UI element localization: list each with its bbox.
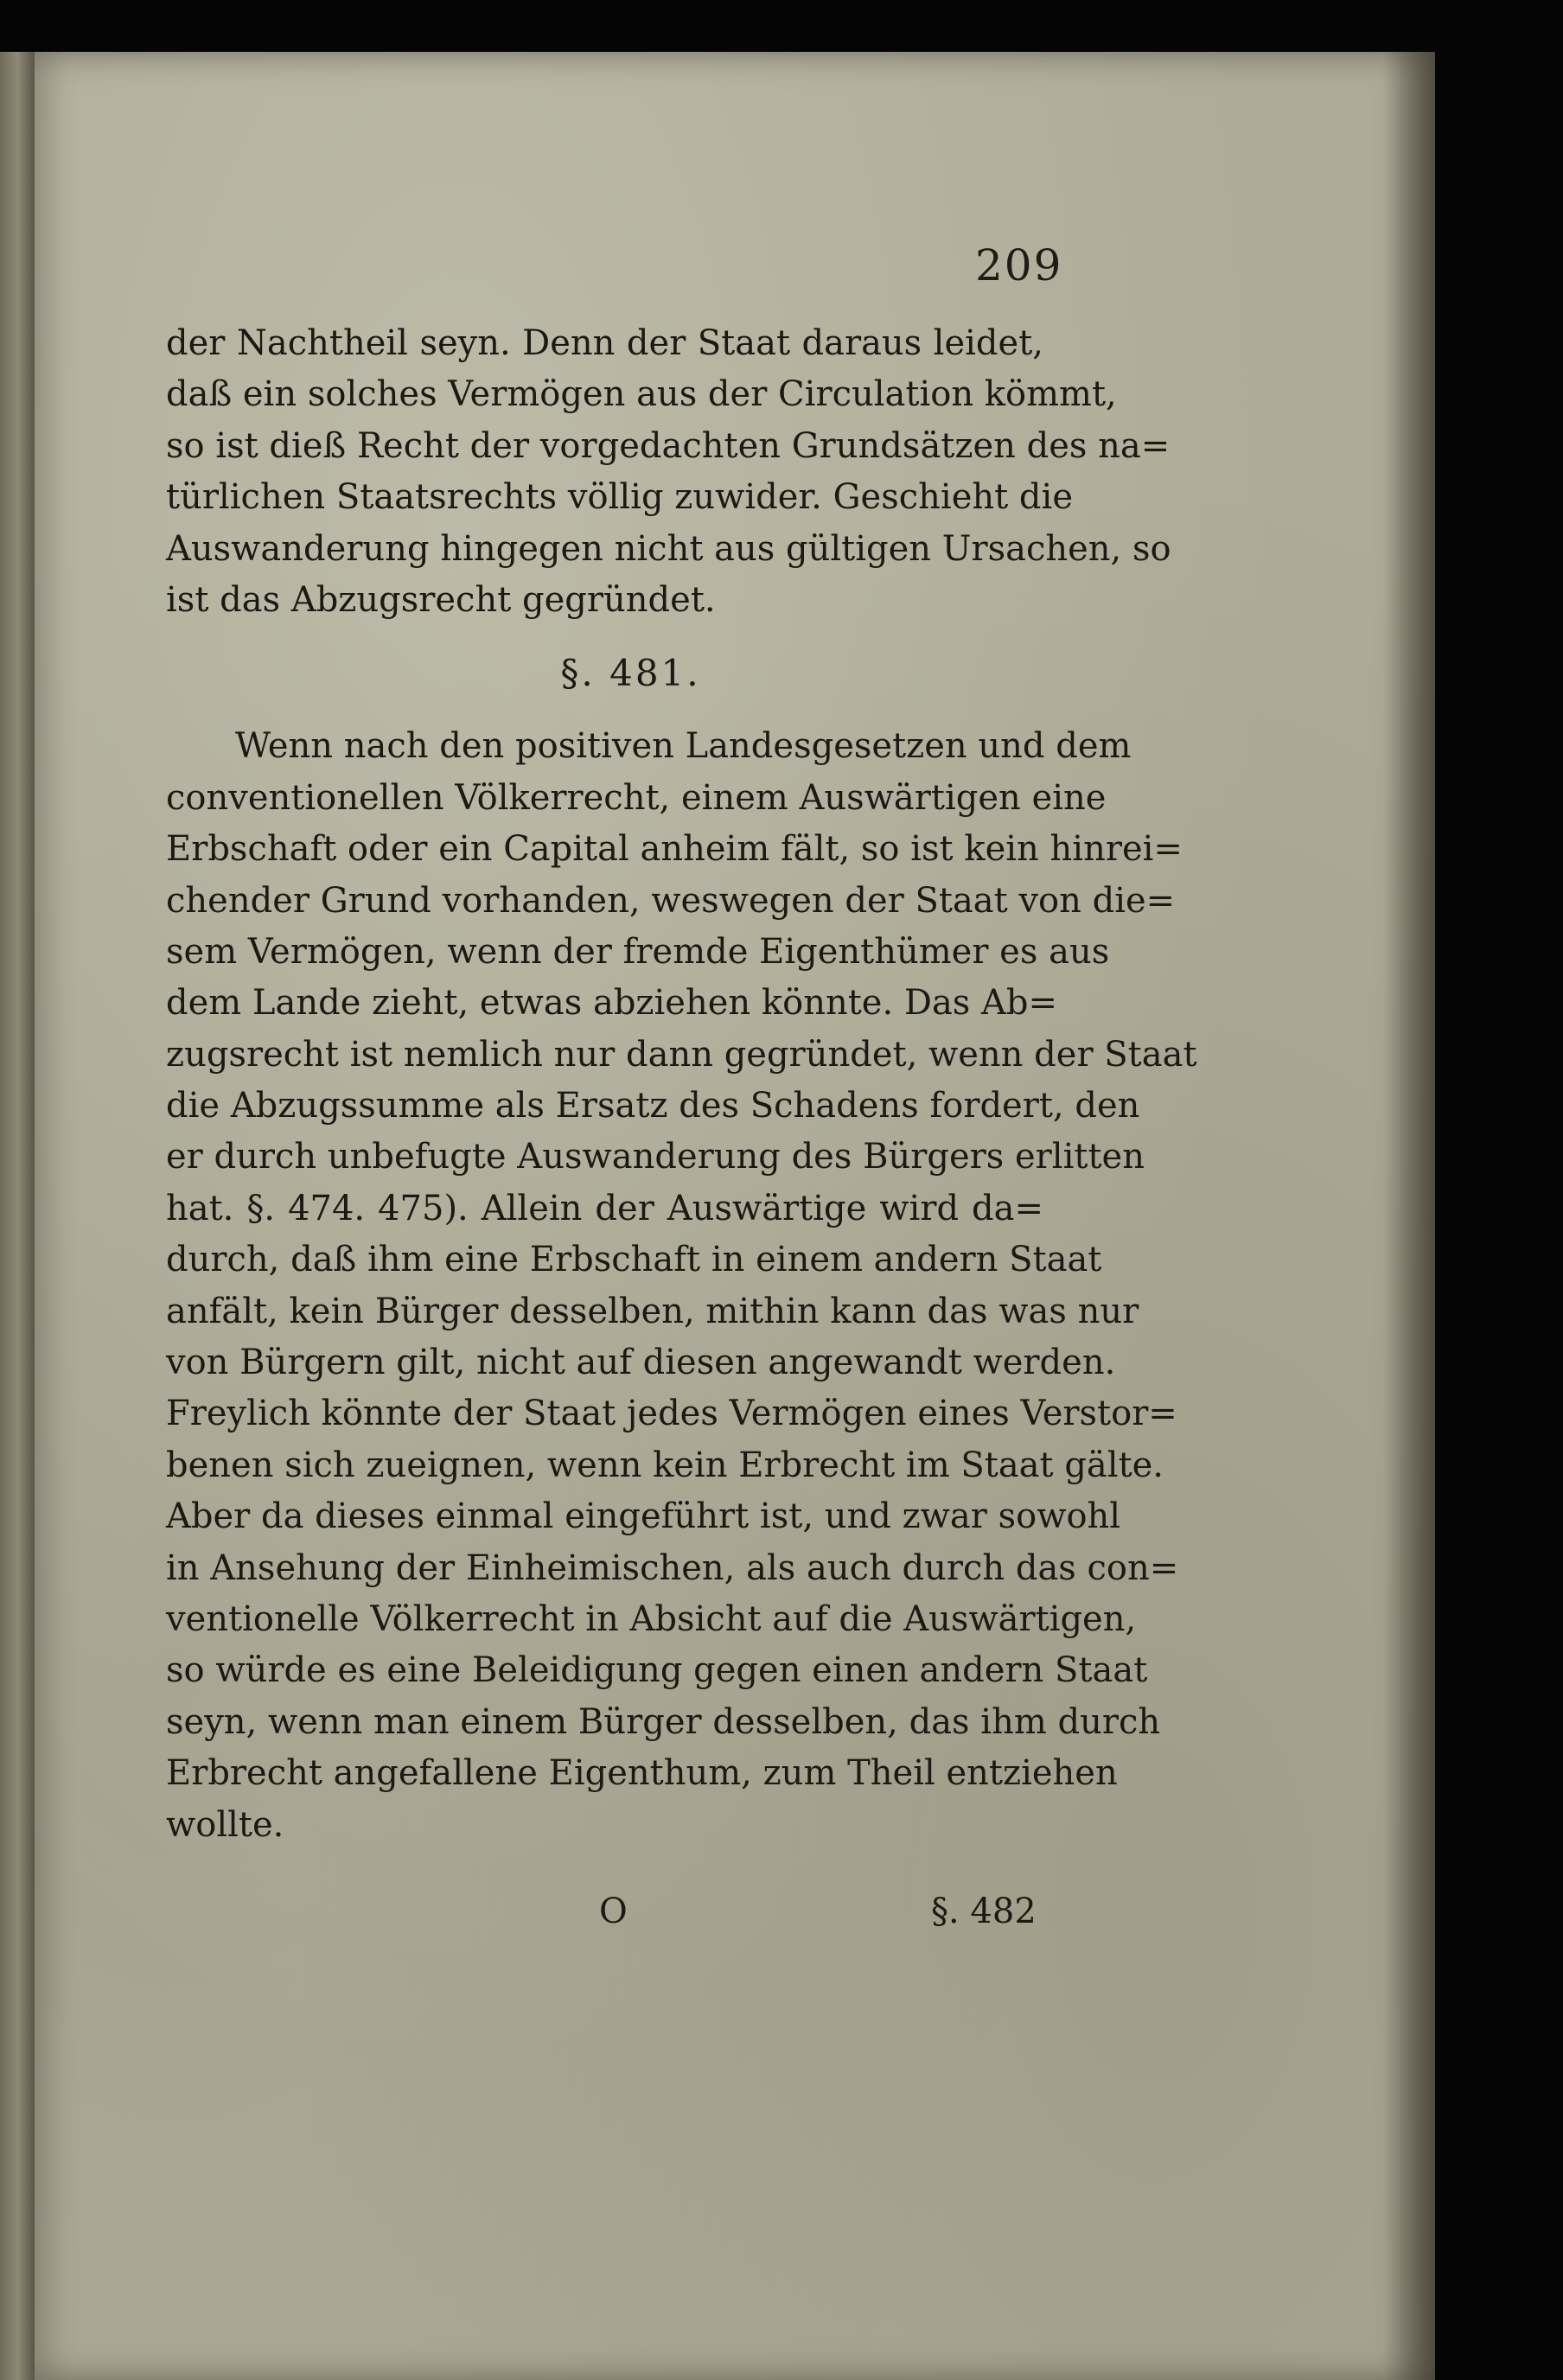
text-line: hat. §. 474. 475). Allein der Auswärtige wird da= <box>166 1188 1043 1228</box>
text-line: er durch unbefugte Auswanderung des Bürgers erlitten <box>166 1137 1145 1177</box>
page-number: 209 <box>975 240 1063 290</box>
text-line: Freylich könnte der Staat jedes Vermögen eines Verstor= <box>166 1394 1177 1434</box>
text-line: sem Vermögen, wenn der fremde Eigenthümer es aus <box>166 931 1110 972</box>
signature-mark: O <box>599 1892 628 1931</box>
text-line: die Abzugssumme als Ersatz des Schadens fordert, den <box>166 1086 1140 1126</box>
text-line: wollte. <box>166 1804 284 1845</box>
text-line: Erbrecht angefallene Eigenthum, zum Theil entziehen <box>166 1753 1118 1794</box>
text-line: benen sich zueignen, wenn kein Erbrecht im Staat gälte. <box>166 1445 1164 1485</box>
text-line: durch, daß ihm eine Erbschaft in einem andern Staat <box>166 1240 1102 1280</box>
catchword: §. 482 <box>931 1892 1037 1931</box>
text-line: so ist dieß Recht der vorgedachten Grundsätzen des na= <box>166 425 1171 466</box>
previous-page-edge <box>0 52 35 2380</box>
text-line: chender Grund vorhanden, weswegen der Staat von die= <box>166 880 1176 921</box>
section-heading: §. 481. <box>560 652 701 695</box>
text-line: zugsrecht ist nemlich nur dann gegründet, wenn der Staat <box>166 1034 1197 1075</box>
text-line: Wenn nach den positiven Landesgesetzen und dem <box>235 726 1132 767</box>
text-line: von Bürgern gilt, nicht auf diesen angewandt werden. <box>166 1343 1116 1383</box>
text-line: Aber da dieses einmal eingeführt ist, und zwar sowohl <box>166 1496 1121 1537</box>
text-line: in Ansehung der Einheimischen, als auch durch das con= <box>166 1547 1179 1588</box>
text-line: Auswanderung hingegen nicht aus gültigen Ursachen, so <box>166 528 1171 569</box>
text-line: ist das Abzugsrecht gegründet. <box>166 579 716 620</box>
text-line: seyn, wenn man einem Bürger desselben, das ihm durch <box>166 1701 1161 1742</box>
body-text <box>166 318 1197 1851</box>
page-edge-shadow <box>1383 52 1435 2380</box>
text-line: anfält, kein Bürger desselben, mithin kann das was nur <box>166 1291 1139 1331</box>
text-line: türlichen Staatsrechts völlig zuwider. Geschieht die <box>166 477 1073 518</box>
text-line: ventionelle Völkerrecht in Absicht auf die Auswärtigen, <box>166 1598 1137 1639</box>
text-line: daß ein solches Vermögen aus der Circulation kömmt, <box>166 374 1117 415</box>
text-line: dem Lande zieht, etwas abziehen könnte. Das Ab= <box>166 983 1058 1024</box>
text-line: der Nachtheil seyn. Denn der Staat daraus leidet, <box>166 323 1043 363</box>
text-line: Erbschaft oder ein Capital anheim fält, so ist kein hinrei= <box>166 829 1183 870</box>
text-line: so würde es eine Beleidigung gegen einen andern Staat <box>166 1650 1148 1691</box>
text-line: conventionellen Völkerrecht, einem Auswärtigen eine <box>166 777 1107 818</box>
